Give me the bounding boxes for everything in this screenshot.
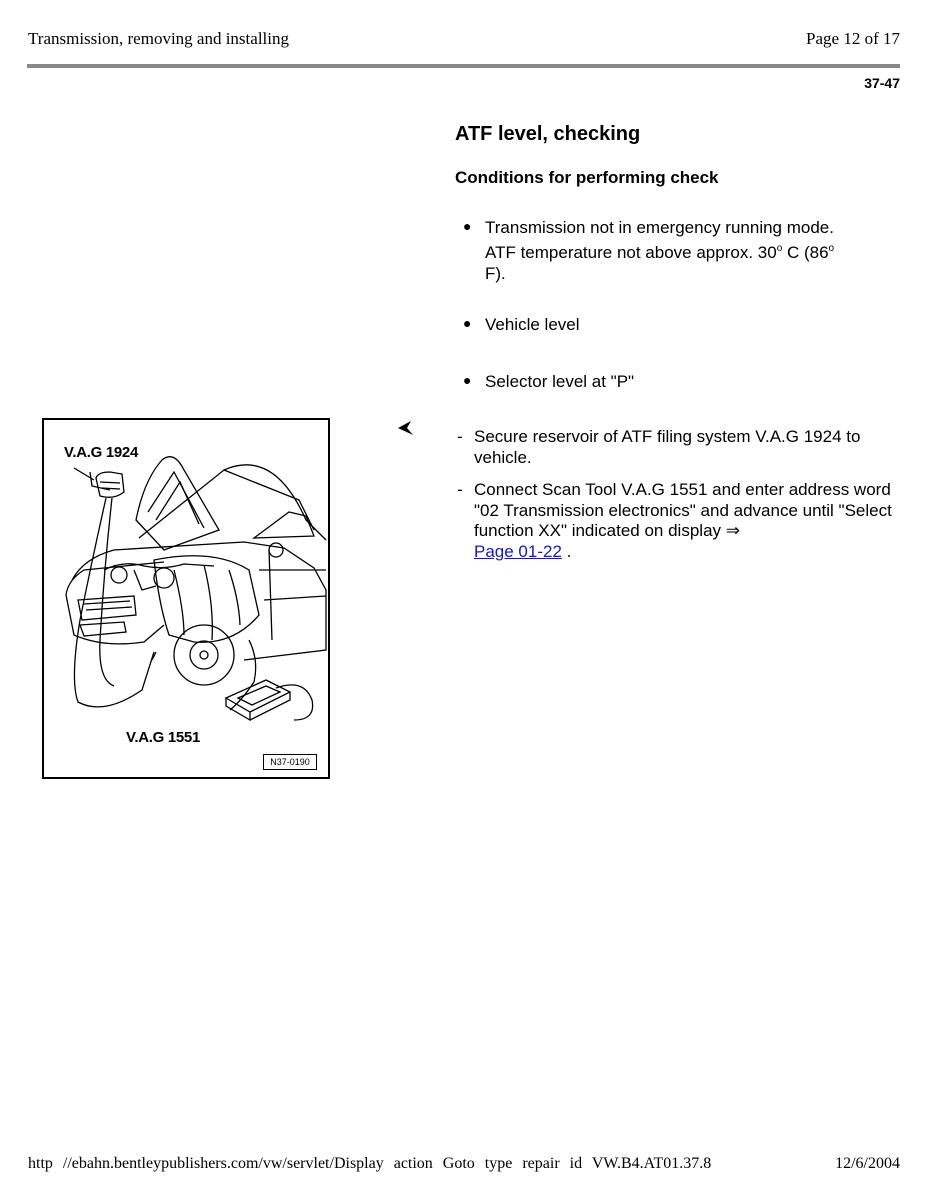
bullet-icon: ● [463, 372, 472, 388]
condition-text: Vehicle level [485, 315, 580, 334]
document-title: Transmission, removing and installing [28, 29, 289, 48]
page-number: Page 12 of 17 [806, 29, 900, 48]
figure-label-vag1551: V.A.G 1551 [126, 729, 200, 746]
degree-icon: o [776, 243, 783, 254]
bullet-icon: ● [463, 315, 472, 331]
page-link[interactable]: Page 01-22 [474, 541, 562, 561]
figure-label-vag1924: V.A.G 1924 [64, 444, 138, 461]
condition-text: Selector level at "P" [485, 372, 635, 391]
section-subtitle: Conditions for performing check [455, 168, 719, 187]
car-illustration [44, 420, 330, 779]
figure-illustration [42, 418, 330, 779]
bullet-icon: ● [463, 218, 472, 234]
header-divider [27, 64, 900, 68]
figure-pointer-icon [396, 418, 416, 443]
section-title: ATF level, checking [455, 123, 641, 145]
footer-url: http //ebahn.bentleypublishers.com/vw/servlet/Display action Goto type repair id VW.B4.AT01.37.8 [28, 1155, 712, 1172]
figure-code: N37-0190 [263, 754, 317, 770]
degree-icon: o [828, 243, 835, 254]
page-code: 37-47 [864, 75, 900, 91]
step-text: Connect Scan Tool V.A.G 1551 and enter address word "02 Transmission electronics" and advance until "Select function XX" indicated on display ⇒ Page 01-22 . [474, 480, 892, 561]
step-text: Secure reservoir of ATF filing system V.A.G 1924 to vehicle. [474, 427, 861, 467]
footer-date: 12/6/2004 [835, 1155, 900, 1172]
condition-text: Transmission not in emergency running mode. ATF temperature not above approx. 30$^o$ C (86$^o$ F). [485, 218, 835, 283]
